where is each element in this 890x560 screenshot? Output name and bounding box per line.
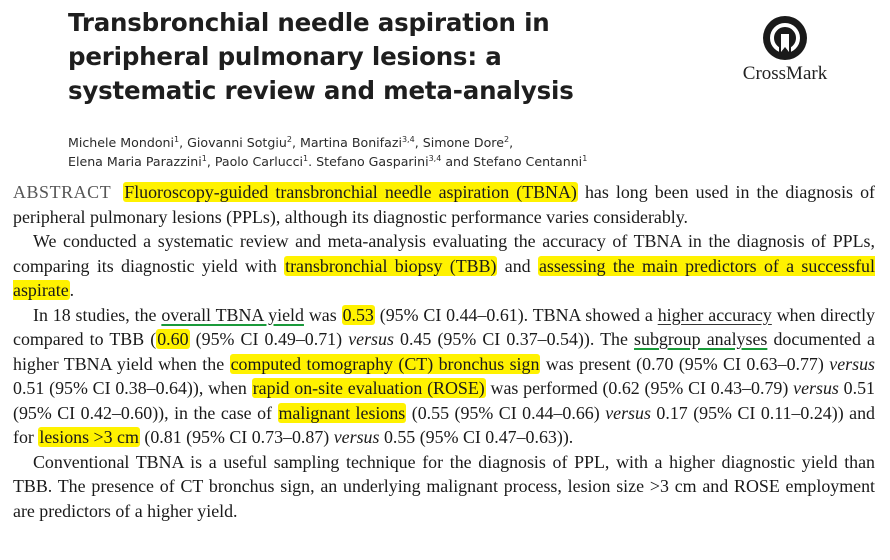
abstract-paragraph-1: ABSTRACT Fluoroscopy-guided transbronchial needle aspiration (TBNA) has long been used in the diagnosis of peripheral pulmonary lesions (PPLs), although its diagnostic performance varies considerably. xyxy=(13,182,875,227)
crossmark-icon xyxy=(761,14,809,62)
abstract-paragraph-3: In 18 studies, the overall TBNA yield was 0.53 (95% CI 0.44–0.61). TBNA showed a higher accuracy when directly compared to TBB (0.60 (95% CI 0.49–0.71) versus 0.45 (95% CI 0.37–0.54)). The subgroup analyses documented a higher TBNA yield when the computed tomography (CT) bronchus sign was present (0.70 (95% CI 0.63–0.77) versus 0.51 (95% CI 0.38–0.64)), when rapid on-site evaluation (ROSE) was performed (0.62 (95% CI 0.43–0.79) versus 0.51 (95% CI 0.42–0.60)), in the case of malignant lesions (0.55 (95% CI 0.44–0.66) versus 0.17 (95% CI 0.11–0.24)) and for lesions >3 cm (0.81 (95% CI 0.73–0.87) versus 0.55 (95% CI 0.47–0.63)). xyxy=(13,304,875,447)
title-line: Transbronchial needle aspiration in xyxy=(68,8,550,37)
author-name: Stefano Centanni xyxy=(473,153,583,169)
affiliation-marker: 3,4 xyxy=(428,153,442,163)
affiliation-marker: 3,4 xyxy=(401,135,415,144)
underline-annotation: overall TBNA yield xyxy=(161,304,304,325)
author-name: Stefano Gasparini xyxy=(316,153,429,169)
author-name: Simone Dore xyxy=(422,135,504,150)
highlight: lesions >3 cm xyxy=(39,427,139,447)
article-title xyxy=(68,6,668,108)
crossmark-label: CrossMark xyxy=(742,63,828,84)
underline-annotation: higher accuracy xyxy=(657,304,772,325)
crossmark-badge[interactable] xyxy=(730,14,840,94)
abstract xyxy=(13,180,875,523)
affiliation-marker: 2 xyxy=(286,135,292,144)
highlight: assessing the main predictors of a successful aspirate xyxy=(13,255,875,300)
highlight: 0.60 xyxy=(157,329,189,349)
affiliation-marker: 1 xyxy=(201,153,207,163)
affiliation-marker: 1 xyxy=(303,153,309,163)
highlight: rapid on-site evaluation (ROSE) xyxy=(252,378,485,398)
author-name: Paolo Carlucci xyxy=(214,153,304,169)
abstract-paragraph-2: We conducted a systematic review and meta-analysis evaluating the accuracy of TBNA in the diagnosis of PPLs, comparing its diagnostic yield with transbronchial biopsy (TBB) and assessing the main predictors of a successful aspirate. xyxy=(13,231,875,300)
author-name: Elena Maria Parazzini xyxy=(68,153,202,169)
highlight: 0.53 xyxy=(342,304,374,325)
author-name: Giovanni Sotgiu xyxy=(187,135,287,150)
author-line: Michele Mondoni$^1$, Giovanni Sotgiu$^2$, Martina Bonifazi$^{3,4}$, Simone Dore$^2$, xyxy=(68,135,514,150)
highlight: malignant lesions xyxy=(278,402,406,423)
author-line: Elena Maria Parazzini$^1$, Paolo Carlucci$^1$. Stefano Gasparini$^{3,4}$ and Stefano Centanni$^1$ xyxy=(68,153,588,169)
affiliation-marker: 1 xyxy=(174,135,180,144)
highlight: computed tomography (CT) bronchus sign xyxy=(230,353,540,374)
affiliation-marker: 1 xyxy=(582,153,588,163)
abstract-label: ABSTRACT xyxy=(13,182,112,202)
title-line: systematic review and meta-analysis xyxy=(68,76,574,105)
title-line: peripheral pulmonary lesions: a xyxy=(68,42,502,71)
affiliation-marker: 2 xyxy=(503,135,510,144)
author-name: Martina Bonifazi xyxy=(299,135,402,150)
author-name: Michele Mondoni xyxy=(68,135,175,150)
author-list xyxy=(68,134,868,171)
highlight: Fluoroscopy-guided transbronchial needle aspiration (TBNA) xyxy=(124,182,577,202)
abstract-paragraph-4: Conventional TBNA is a useful sampling technique for the diagnosis of PPL, with a higher diagnostic yield than TBB. The presence of CT bronchus sign, an underlying malignant process, lesion size >3 cm and ROSE employment are predictors of a higher yield. xyxy=(13,451,875,521)
underline-annotation: subgroup analyses xyxy=(634,329,768,349)
highlight: transbronchial biopsy (TBB) xyxy=(285,255,497,276)
